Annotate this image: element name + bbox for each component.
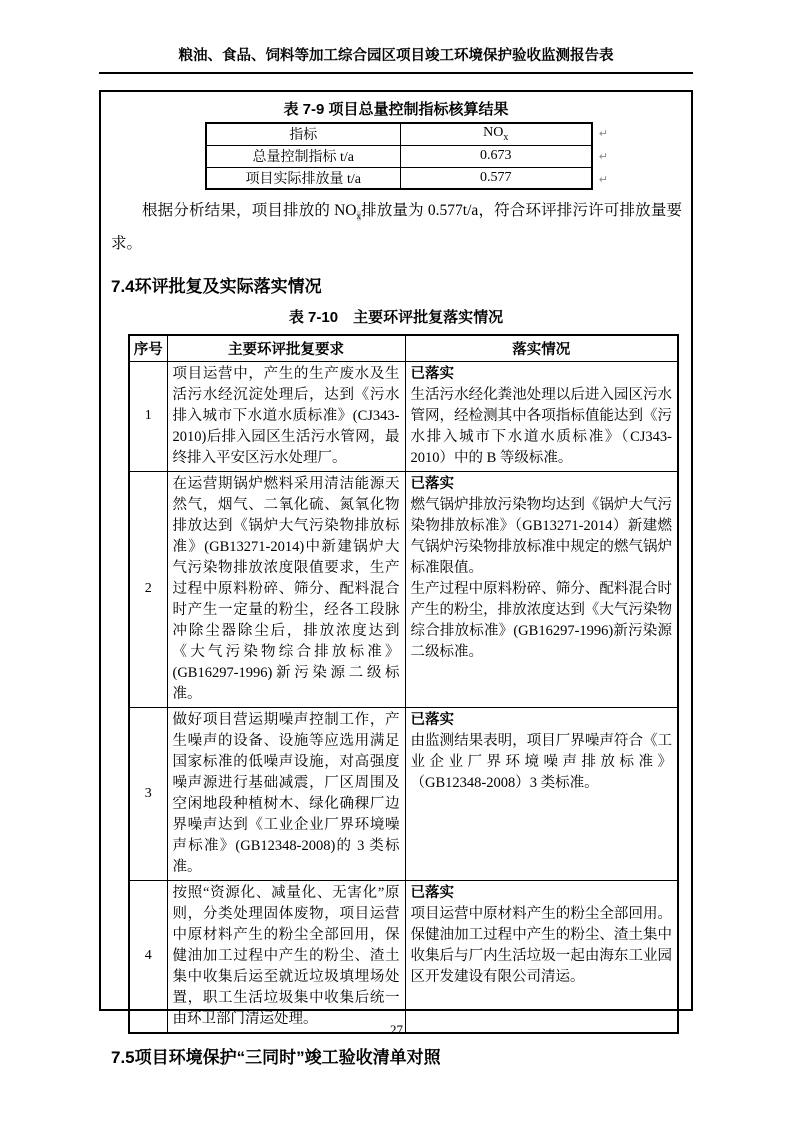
total-control-indicator-value: 0.673 xyxy=(400,145,592,167)
table-7-10 xyxy=(128,334,679,1034)
row-number: 2 xyxy=(129,471,167,707)
table-row xyxy=(129,880,678,1033)
analysis-text-after: 排放量为 0.577t/a，符合环评排污许可排放量要求。 xyxy=(111,202,683,253)
header-serial-number: 序号 xyxy=(129,335,167,361)
status-label: 已落实 xyxy=(410,884,454,901)
table-header-row xyxy=(129,335,678,361)
table-7-10-title: 表 7-10 主要环评批复落实情况 xyxy=(288,309,504,327)
implementation-text: 项目运营中原材料产生的粉尘全部回用。保健油加工过程中产生的粉尘、渣土集中收集后与厂内生活垃圾一起由海东工业园区开发建设有限公司清运。 xyxy=(410,905,672,985)
page-number: 27 xyxy=(390,1022,403,1037)
table-7-9-header-nox xyxy=(400,123,592,145)
header-requirement: 主要环评批复要求 xyxy=(167,335,405,361)
actual-emission-value: 0.577 xyxy=(400,167,592,189)
table-7-9-title: 表 7-9 项目总量控制指标核算结果 xyxy=(283,101,509,118)
status-label: 已落实 xyxy=(410,365,454,382)
implementation-text: 生产过程中原料粉碎、筛分、配料混合时产生的粉尘，排放浓度达到《大气污染物综合排放标准》(GB16297-1996)新污染源二级标准。 xyxy=(410,580,672,660)
implementation-cell xyxy=(405,707,678,880)
nox-subscript: x xyxy=(503,132,509,144)
table-row xyxy=(206,145,592,167)
table-7-9 xyxy=(205,122,593,190)
table-row xyxy=(206,167,592,189)
paragraph-mark-icon: ↵ xyxy=(598,127,608,140)
table-row xyxy=(129,361,678,471)
status-label: 已落实 xyxy=(410,711,454,728)
status-label: 已落实 xyxy=(410,475,454,492)
requirement-cell: 按照“资源化、减量化、无害化”原则，分类处理固体废物，项目运营中原材料产生的粉尘全部回用，保健油加工过程中产生的粉尘、渣土集中收集后运至就近垃圾填埋场处置，职工生活垃圾集中收集后统一由环卫部门清运处理。 xyxy=(167,880,405,1033)
table-7-9-header-indicator: 指标 xyxy=(206,123,400,145)
implementation-cell xyxy=(405,471,678,707)
content-frame xyxy=(99,90,693,1067)
header-implementation: 落实情况 xyxy=(405,335,678,361)
implementation-text: 燃气锅炉排放污染物均达到《锅炉大气污染物排放标准》（GB13271-2014）新建燃气锅炉污染物排放标准中规定的燃气锅炉标准限值。 xyxy=(410,496,672,576)
row-number: 4 xyxy=(129,880,167,1033)
implementation-text: 由监测结果表明，项目厂界噪声符合《工业企业厂界环境噪声排放标准》（GB12348-2008）3 类标准。 xyxy=(410,732,672,791)
requirement-cell: 在运营期锅炉燃料采用清洁能源天然气，烟气、二氧化硫、氮氧化物排放达到《锅炉大气污染物排放标准》(GB13271-2014)中新建锅炉大气污染物排放浓度限值要求，生产过程中原料粉碎、筛分、配料混合时产生一定量的粉尘，经各工段脉冲除尘器除尘后，排放浓度达到《大气污染物综合排放标准》(GB16297-1996)新污染源二级标准。 xyxy=(167,471,405,707)
table-7-9-wrapper xyxy=(205,122,608,190)
table-row xyxy=(129,707,678,880)
actual-emission-label: 项目实际排放量 t/a xyxy=(206,167,400,189)
section-7-4-heading: 7.4环评批复及实际落实情况 xyxy=(111,277,322,297)
row-number: 1 xyxy=(129,361,167,471)
row-number: 3 xyxy=(129,707,167,880)
requirement-cell: 项目运营中，产生的生产废水及生活污水经沉淀处理后，达到《污水排入城市下水道水质标准》(CJ343-2010)后排入园区生活污水管网，最终排入平安区污水处理厂。 xyxy=(167,361,405,471)
nox-subscript: x xyxy=(356,211,361,222)
analysis-paragraph xyxy=(111,197,682,257)
paragraph-mark-icon: ↵ xyxy=(598,173,608,186)
analysis-text-before: 根据分析结果，项目排放的 NO xyxy=(142,202,357,219)
total-control-indicator-label: 总量控制指标 t/a xyxy=(206,145,400,167)
nox-label: NO xyxy=(483,125,504,141)
section-7-5-heading: 7.5项目环境保护“三同时”竣工验收清单对照 xyxy=(111,1047,441,1067)
paragraph-mark-icon: ↵ xyxy=(598,150,608,163)
table-row xyxy=(206,123,592,145)
document-header-title: 粮油、食品、饲料等加工综合园区项目竣工环境保护验收监测报告表 xyxy=(99,44,693,74)
implementation-cell xyxy=(405,880,678,1033)
implementation-cell xyxy=(405,361,678,471)
requirement-cell: 做好项目营运期噪声控制工作，产生噪声的设备、设施等应选用满足国家标准的低噪声设施，对高强度噪声源进行基础减震，厂区周围及空闲地段种植树木、绿化确稞厂边界噪声达到《工业企业厂界环境噪声标准》(GB12348-2008)的 3 类标准。 xyxy=(167,707,405,880)
table-row xyxy=(129,471,678,707)
implementation-text: 生活污水经化粪池处理以后进入园区污水管网，经检测其中各项指标值能达到《污水排入城市下水道水质标准》（CJ343-2010）中的 B 等级标准。 xyxy=(410,386,672,466)
